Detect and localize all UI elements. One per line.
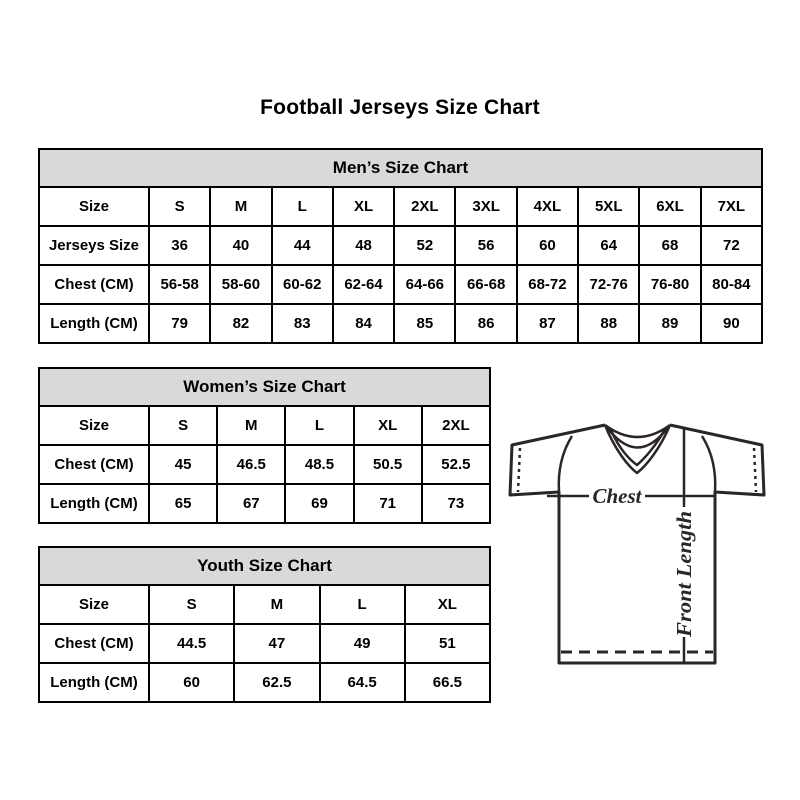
value-cell: 58-60 [210,265,271,304]
column-header-cell: 2XL [394,187,455,226]
column-header-cell: 2XL [422,406,490,445]
column-header-cell: Size [39,187,149,226]
page-title: Football Jerseys Size Chart [260,96,540,119]
value-cell: 80-84 [701,265,762,304]
table-row [39,484,490,523]
table-row [39,226,762,265]
value-cell: 90 [701,304,762,343]
table-row [39,624,490,663]
value-cell: 69 [285,484,353,523]
value-cell: 62.5 [234,663,319,702]
column-header-cell: XL [333,187,394,226]
mens-size-table [38,148,763,344]
table-row [39,663,490,702]
row-label-cell: Length (CM) [39,484,149,523]
jersey-outline [510,425,764,663]
row-label-cell: Chest (CM) [39,624,149,663]
value-cell: 86 [455,304,516,343]
value-cell: 68-72 [517,265,578,304]
column-header-cell: L [285,406,353,445]
value-cell: 46.5 [217,445,285,484]
value-cell: 60 [149,663,234,702]
sleeve-seam-right [702,436,715,492]
row-label-cell: Length (CM) [39,304,149,343]
value-cell: 44.5 [149,624,234,663]
table-title: Youth Size Chart [39,547,490,585]
value-cell: 52.5 [422,445,490,484]
table-title: Women’s Size Chart [39,368,490,406]
table-title-row [39,368,490,406]
column-header-cell: 3XL [455,187,516,226]
value-cell: 49 [320,624,405,663]
value-cell: 82 [210,304,271,343]
value-cell: 40 [210,226,271,265]
column-header-cell: S [149,406,217,445]
value-cell: 36 [149,226,210,265]
table-row [39,187,762,226]
value-cell: 89 [639,304,700,343]
row-label-cell: Chest (CM) [39,265,149,304]
value-cell: 79 [149,304,210,343]
value-cell: 44 [272,226,333,265]
value-cell: 64.5 [320,663,405,702]
value-cell: 85 [394,304,455,343]
value-cell: 52 [394,226,455,265]
row-label-cell: Jerseys Size [39,226,149,265]
row-label-cell: Length (CM) [39,663,149,702]
row-label-cell: Chest (CM) [39,445,149,484]
value-cell: 60 [517,226,578,265]
column-header-cell: Size [39,406,149,445]
value-cell: 62-64 [333,265,394,304]
jersey-measurement-diagram [505,410,770,670]
column-header-cell: Size [39,585,149,624]
table-row [39,585,490,624]
column-header-cell: XL [405,585,490,624]
front-length-label: Front Length [672,519,696,637]
value-cell: 56 [455,226,516,265]
value-cell: 50.5 [354,445,422,484]
cuff-stitch-left [518,448,520,492]
table-row [39,406,490,445]
column-header-cell: M [210,187,271,226]
value-cell: 48 [333,226,394,265]
value-cell: 87 [517,304,578,343]
value-cell: 66-68 [455,265,516,304]
chest-label: Chest [592,484,642,508]
value-cell: 64 [578,226,639,265]
column-header-cell: L [272,187,333,226]
table-title: Men’s Size Chart [39,149,762,187]
value-cell: 48.5 [285,445,353,484]
value-cell: 60-62 [272,265,333,304]
column-header-cell: 6XL [639,187,700,226]
value-cell: 88 [578,304,639,343]
column-header-cell: 7XL [701,187,762,226]
value-cell: 47 [234,624,319,663]
value-cell: 72-76 [578,265,639,304]
value-cell: 66.5 [405,663,490,702]
table-title-row [39,149,762,187]
value-cell: 67 [217,484,285,523]
value-cell: 51 [405,624,490,663]
value-cell: 64-66 [394,265,455,304]
youth-size-table [38,546,491,703]
column-header-cell: 4XL [517,187,578,226]
table-title-row [39,547,490,585]
column-header-cell: S [149,585,234,624]
sleeve-seam-left [559,436,572,492]
value-cell: 84 [333,304,394,343]
column-header-cell: M [234,585,319,624]
value-cell: 76-80 [639,265,700,304]
table-row [39,304,762,343]
cuff-stitch-right [754,448,756,492]
value-cell: 56-58 [149,265,210,304]
column-header-cell: M [217,406,285,445]
value-cell: 73 [422,484,490,523]
column-header-cell: XL [354,406,422,445]
table-row [39,445,490,484]
value-cell: 72 [701,226,762,265]
column-header-cell: S [149,187,210,226]
value-cell: 65 [149,484,217,523]
value-cell: 68 [639,226,700,265]
value-cell: 71 [354,484,422,523]
womens-size-table [38,367,491,524]
value-cell: 45 [149,445,217,484]
column-header-cell: L [320,585,405,624]
column-header-cell: 5XL [578,187,639,226]
table-row [39,265,762,304]
value-cell: 83 [272,304,333,343]
